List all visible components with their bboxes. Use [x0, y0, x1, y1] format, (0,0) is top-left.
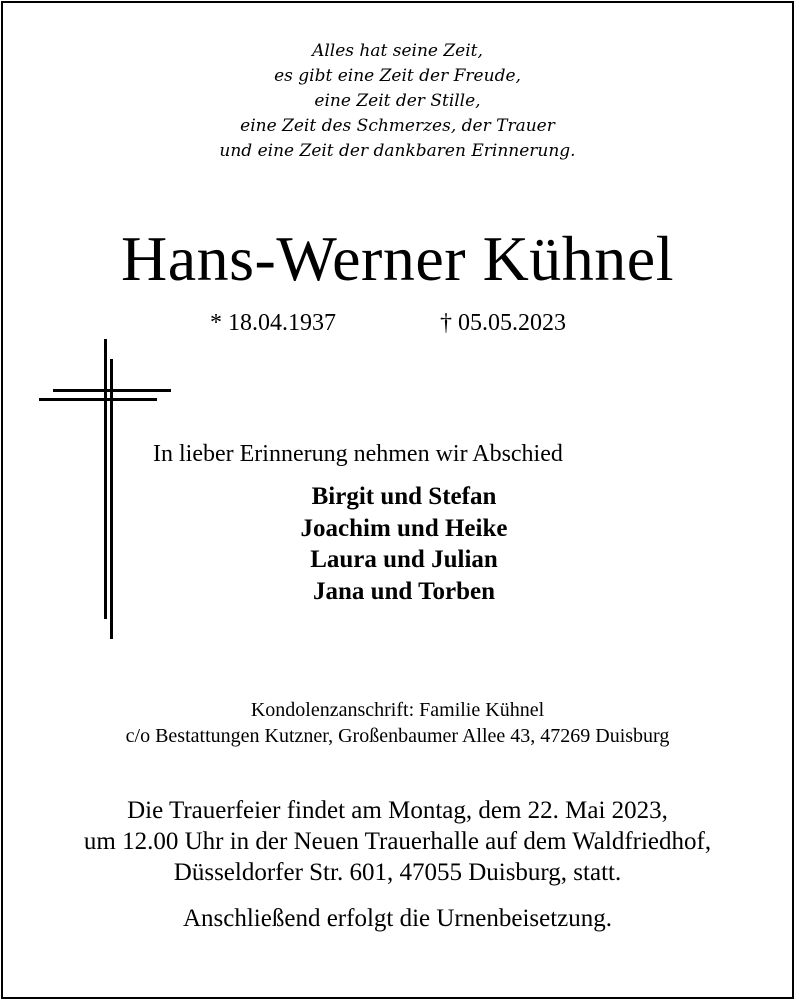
condolence-address	[3, 697, 792, 749]
service-line: Düsseldorfer Str. 601, 47055 Duisburg, statt.	[173, 859, 622, 886]
farewell-intro: In lieber Erinnerung nehmen wir Abschied	[153, 441, 563, 467]
funeral-service-info	[3, 795, 792, 888]
memorial-verse	[3, 39, 792, 164]
deceased-name: Hans-Werner Kühnel	[121, 223, 674, 294]
mourner-couple: Birgit und Stefan	[311, 483, 497, 510]
mourner-couple: Joachim und Heike	[300, 514, 508, 542]
mourner-couple: Jana und Torben	[312, 577, 496, 605]
urn-burial-note: Anschließend erfolgt die Urnenbeisetzung.	[182, 905, 613, 932]
mourners-list	[204, 481, 604, 607]
service-line: Die Trauerfeier findet am Montag, dem 22. Mai 2023,	[127, 797, 668, 824]
death-date: † 05.05.2023	[440, 310, 566, 336]
mourner-couple: Laura und Julian	[310, 546, 498, 573]
verse-line: eine Zeit des Schmerzes, der Trauer	[240, 116, 555, 136]
obituary-notice	[1, 1, 794, 999]
service-line: um 12.00 Uhr in der Neuen Trauerhalle auf dem Waldfriedhof,	[83, 828, 712, 855]
verse-line: und eine Zeit der dankbaren Erinnerung.	[219, 141, 576, 161]
verse-line: eine Zeit der Stille,	[314, 91, 481, 111]
verse-line: Alles hat seine Zeit,	[312, 41, 483, 61]
verse-line: es gibt eine Zeit der Freude,	[274, 66, 521, 86]
birth-date: * 18.04.1937	[210, 310, 336, 336]
cross-icon	[39, 339, 171, 639]
condolence-line: c/o Bestattungen Kutzner, Großenbaumer Allee 43, 47269 Duisburg	[125, 725, 670, 747]
condolence-line: Kondolenzanschrift: Familie Kühnel	[250, 699, 545, 721]
